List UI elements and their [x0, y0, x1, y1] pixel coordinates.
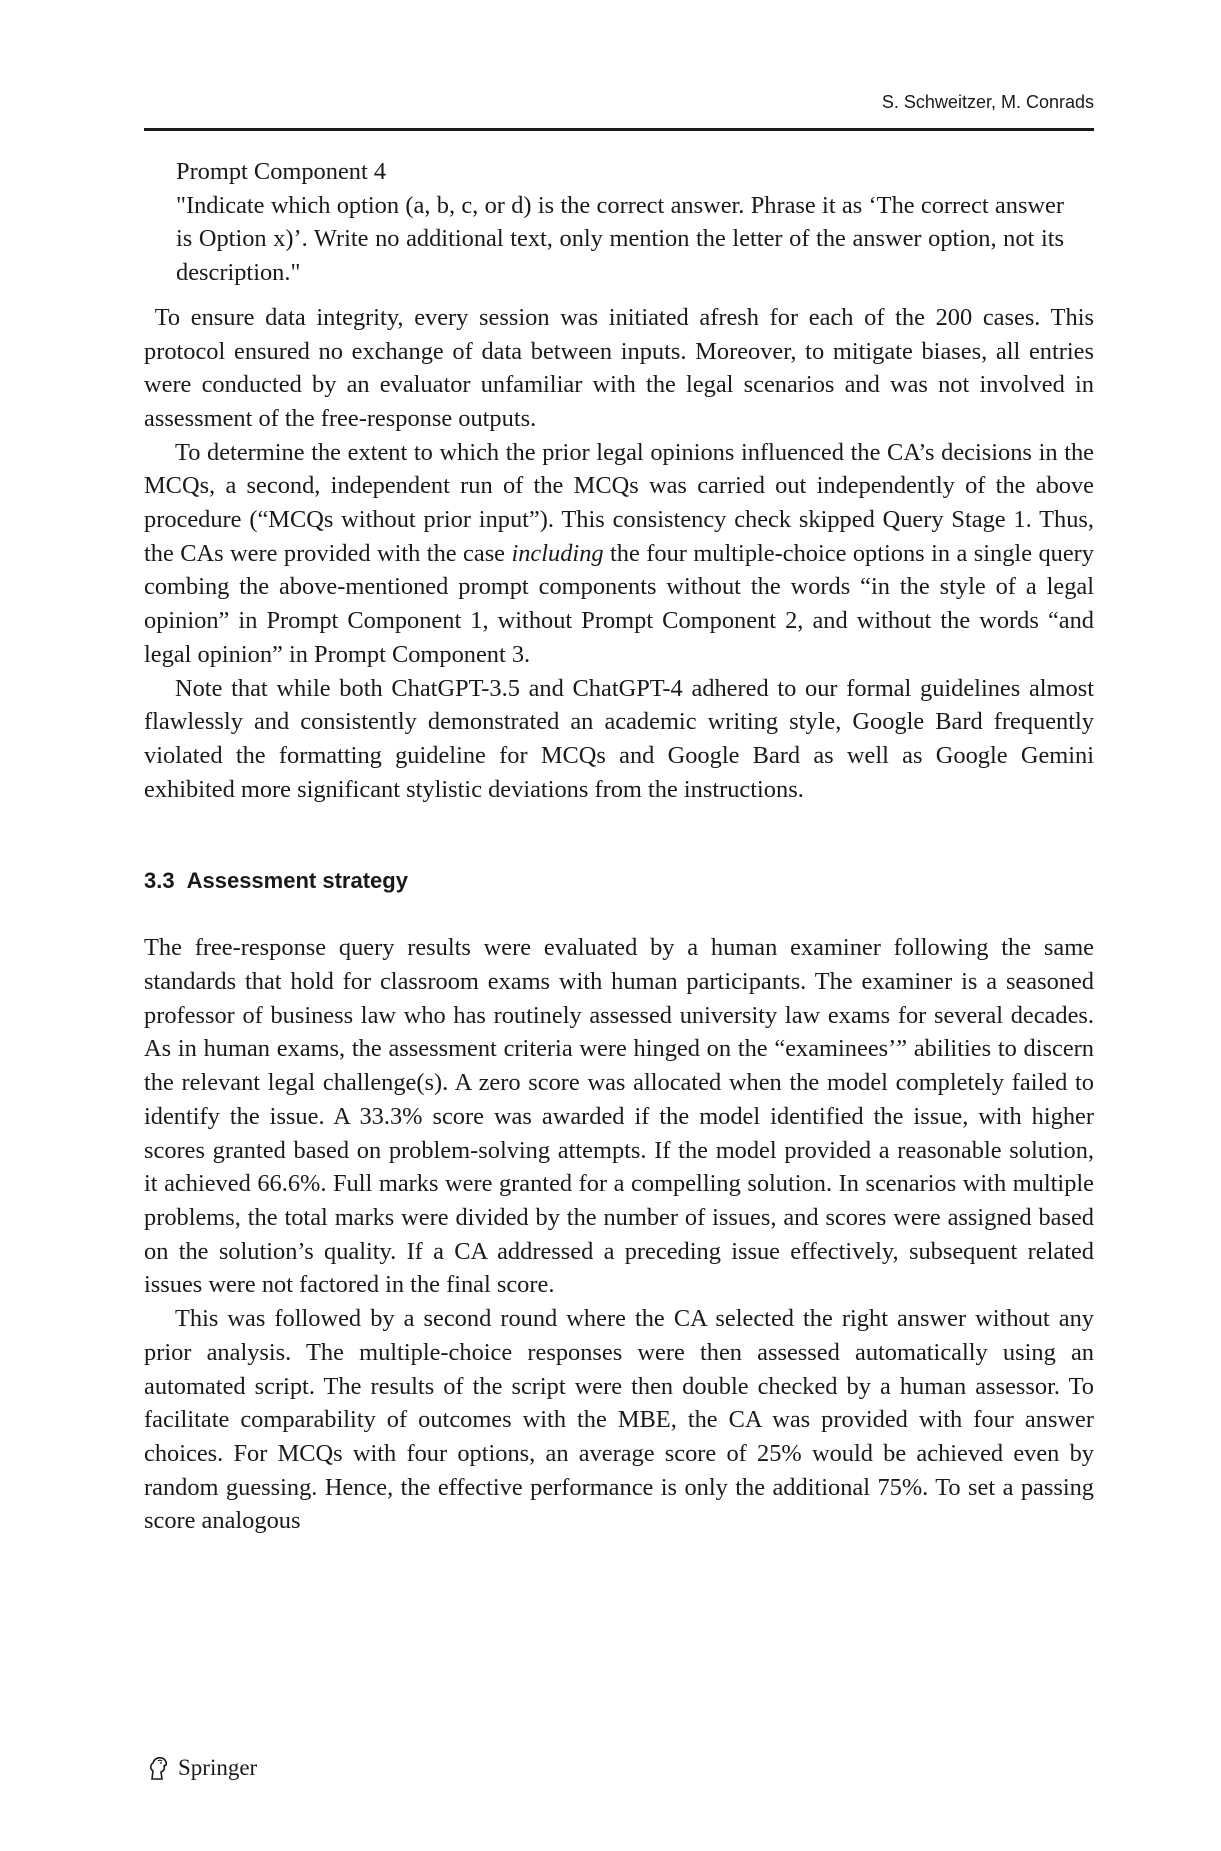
paragraph-data-integrity	[144, 301, 1094, 436]
paragraph-multiple-choice-assessment	[144, 1302, 1094, 1538]
section-heading	[144, 864, 1094, 898]
section-number: 3.3	[144, 868, 175, 894]
paragraph-text: To ensure data integrity, every session was initiated afresh for each of the 200 cases. This protocol ensured no exchange of data between inputs. Moreover, to mitigate biases, all entries were conducted by an evaluator unfamiliar with the legal scenarios and was not involved in assessment of the free-response outputs.	[144, 303, 1094, 432]
prompt-label: Prompt Component 4	[176, 158, 387, 185]
running-header	[144, 88, 1094, 131]
prompt-text: "Indicate which option (a, b, c, or d) is the correct answer. Phrase it as ‘The correct answer is Option x)’. Write no additional text, only mention the letter of the answer option, not its description."	[176, 191, 1064, 287]
publisher-name: Springer	[178, 1755, 258, 1780]
paragraph-text: the four multiple-choice options in a single query combing the above-mentioned prompt components without the words “in the style of a legal opinion” in Prompt Component 1, without Prompt Component 2, and without the words “and legal opinion” in Prompt Component 3.	[144, 539, 1094, 668]
paragraph-free-response-evaluation	[144, 931, 1094, 1302]
paragraph-consistency-check	[144, 436, 1094, 672]
paragraph-guidelines-note	[144, 672, 1094, 807]
paragraph-text: To determine the extent to which the prior legal opinions influenced the CA’s decisions in the MCQs, a second, independent run of the MCQs was carried out independently of the above procedure (“MCQs without prior input”). This consistency check skipped Query Stage 1. Thus, the CAs were provided with the case	[144, 438, 1094, 567]
paragraph-text: Note that while both ChatGPT-3.5 and ChatGPT-4 adhered to our formal guidelines almost flawlessly and consistently demonstrated an academic writing style, Google Bard frequently violated the formatting guideline for MCQs and Google Bard as well as Google Gemini exhibited more significant stylistic deviations from the instructions.	[144, 674, 1094, 803]
prompt-block	[176, 155, 1064, 290]
paragraph-text: This was followed by a second round where the CA selected the right answer without any prior analysis. The multiple-choice responses were then assessed automatically using an automated script. The results of the script were then double checked by a human assessor. To facilitate comparability of outcomes with the MBE, the CA was provided with four answer choices. For MCQs with four options, an average score of 25% would be achieved even by random guessing. Hence, the effective performance is only the additional 75%. To set a passing score analogous	[144, 1305, 1094, 1535]
springer-horse-icon	[144, 1754, 172, 1782]
header-authors: S. Schweitzer, M. Conrads	[881, 92, 1094, 112]
section-title: Assessment strategy	[186, 868, 408, 894]
page-footer	[144, 1750, 257, 1786]
paragraph-text: The free-response query results were evaluated by a human examiner following the same standards that hold for classroom exams with human participants. The examiner is a seasoned professor of business law who has routinely assessed university law exams for several decades. As in human exams, the assessment criteria were hinged on the “examinees’” abilities to discern the relevant legal challenge(s). A zero score was allocated when the model completely failed to identify the issue. A 33.3% score was awarded if the model identified the issue, with higher scores granted based on problem-solving attempts. If the model provided a reasonable solution, it achieved 66.6%. Full marks were granted for a compelling solution. In scenarios with multiple problems, the total marks were divided by the number of issues, and scores were assigned based on the solution’s quality. If a CA addressed a preceding issue effectively, subsequent related issues were not factored in the final score.	[144, 934, 1094, 1299]
page-content	[144, 155, 1094, 1538]
emphasis-including: including	[511, 539, 604, 567]
